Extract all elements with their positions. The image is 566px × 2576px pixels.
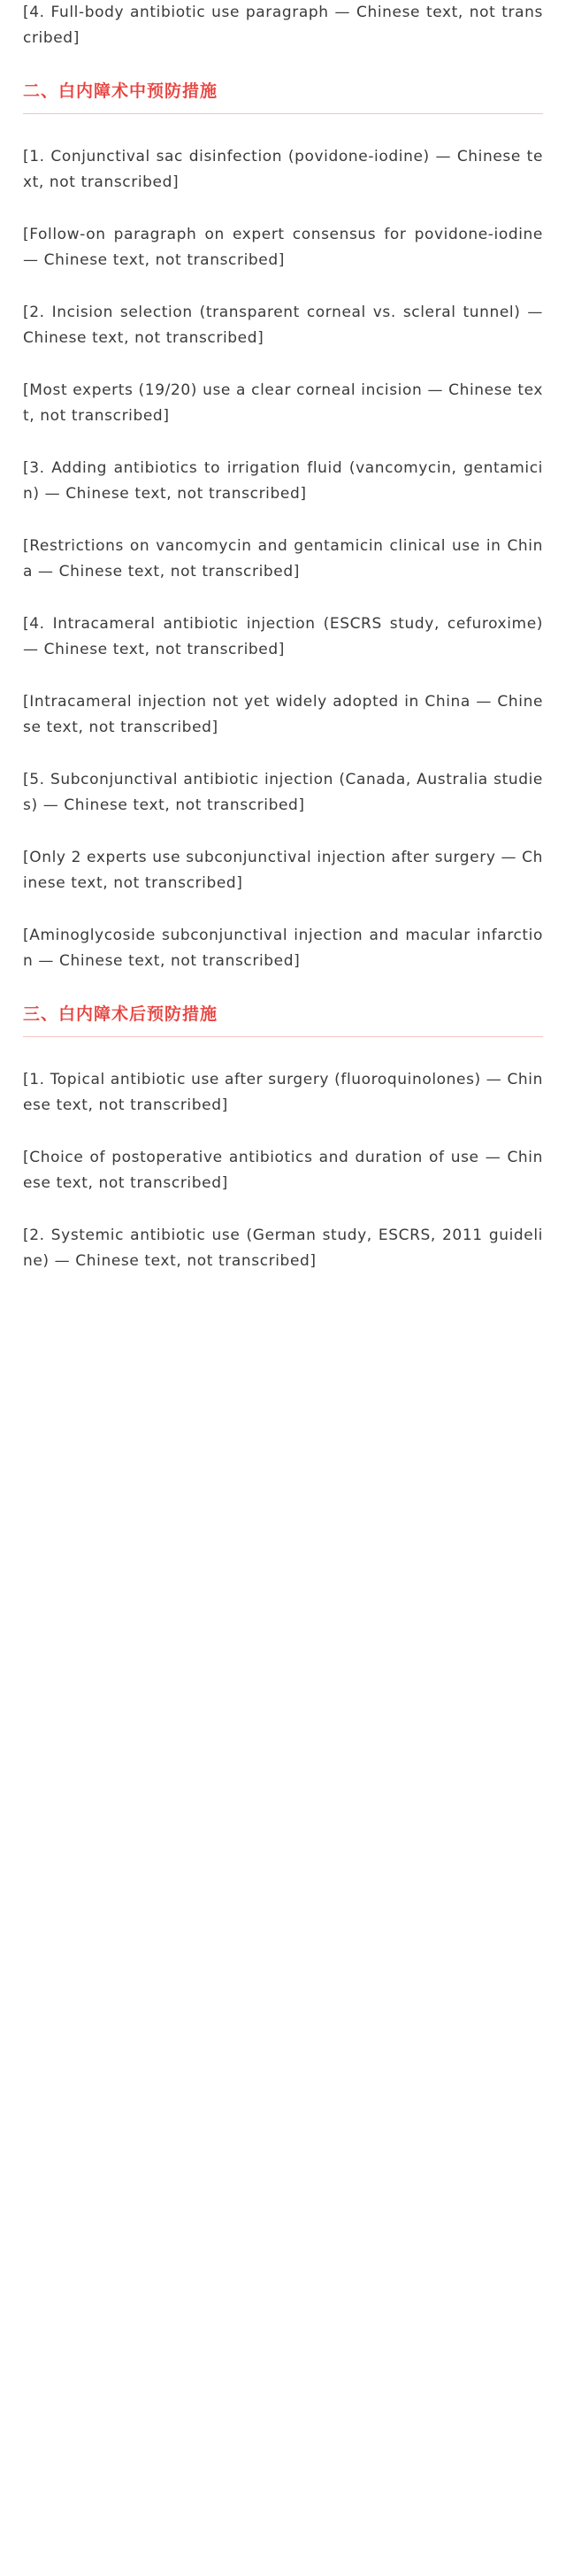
article-body xyxy=(0,0,566,1274)
paragraph-incision-selection: [2. Incision selection (transparent corneal vs. scleral tunnel) — Chinese text, not transcribed] xyxy=(23,304,543,347)
section-heading-postoperative: 三、白内障术后预防措施 xyxy=(23,1004,218,1024)
section-heading-intraoperative: 二、白内障术中预防措施 xyxy=(23,81,218,101)
paragraph-subconjunctival-usage: [Only 2 experts use subconjunctival injection after surgery — Chinese text, not transcribed] xyxy=(23,849,543,892)
paragraph-aminoglycoside-warning: [Aminoglycoside subconjunctival injection and macular infarction — Chinese text, not transcribed] xyxy=(23,927,543,970)
paragraph-corneal-incision-consensus: [Most experts (19/20) use a clear corneal incision — Chinese text, not transcribed] xyxy=(23,381,543,425)
paragraph-intracameral-injection: [4. Intracameral antibiotic injection (ESCRS study, cefuroxime) — Chinese text, not transcribed] xyxy=(23,615,543,658)
section-divider xyxy=(23,1036,543,1037)
paragraph-povidone-consensus: [Follow-on paragraph on expert consensus for povidone-iodine — Chinese text, not transcribed] xyxy=(23,226,543,269)
paragraph-intracameral-adoption: [Intracameral injection not yet widely adopted in China — Chinese text, not transcribed] xyxy=(23,693,543,736)
paragraph-irrigation-antibiotics: [3. Adding antibiotics to irrigation fluid (vancomycin, gentamicin) — Chinese text, not transcribed] xyxy=(23,459,543,503)
paragraph-subconjunctival-injection: [5. Subconjunctival antibiotic injection (Canada, Australia studies) — Chinese text, not transcribed] xyxy=(23,771,543,814)
paragraph-topical-antibiotics: [1. Topical antibiotic use after surgery (fluoroquinolones) — Chinese text, not transcribed] xyxy=(23,1071,543,1114)
paragraph-conjunctival-disinfection: [1. Conjunctival sac disinfection (povidone-iodine) — Chinese text, not transcribed] xyxy=(23,148,543,191)
paragraph-systemic-postop: [2. Systemic antibiotic use (German study, ESCRS, 2011 guideline) — Chinese text, not transcribed] xyxy=(23,1226,543,1270)
paragraph-systemic-antibiotics: [4. Full-body antibiotic use paragraph — Chinese text, not transcribed] xyxy=(23,4,543,47)
paragraph-vancomycin-restrictions: [Restrictions on vancomycin and gentamicin clinical use in China — Chinese text, not transcribed] xyxy=(23,537,543,581)
paragraph-postop-antibiotic-choice: [Choice of postoperative antibiotics and duration of use — Chinese text, not transcribed] xyxy=(23,1149,543,1192)
section-divider xyxy=(23,113,543,114)
